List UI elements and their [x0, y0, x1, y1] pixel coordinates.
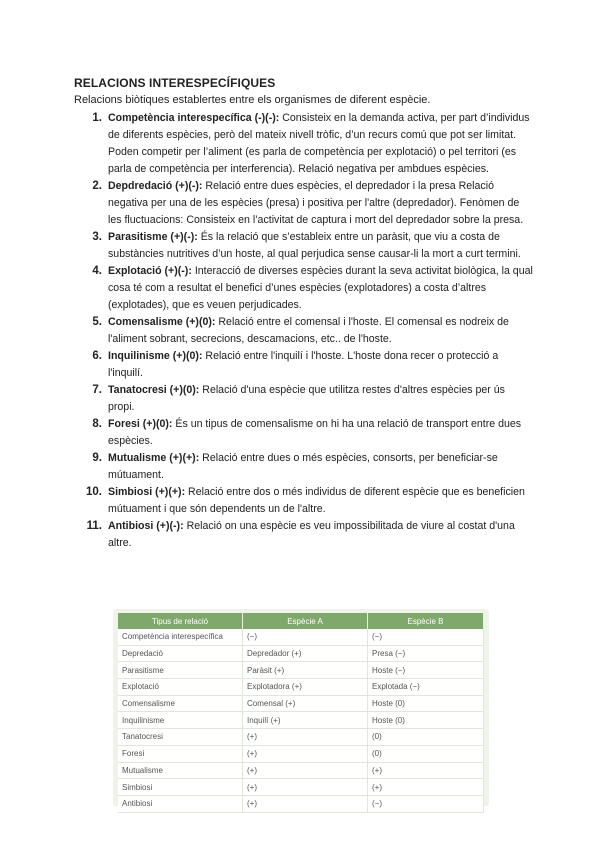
table-row: [118, 662, 484, 679]
list-item: [74, 314, 534, 348]
table-row: [118, 779, 484, 796]
table-cell: Presa (−): [368, 645, 484, 662]
table-cell: Competència interespecífica: [118, 629, 243, 645]
list-item: [74, 178, 534, 229]
column-header: Espècie B: [368, 613, 484, 629]
table-cell: Tanatocresi: [118, 729, 243, 746]
table-cell: Hoste (−): [368, 662, 484, 679]
table-cell: Hoste (0): [368, 712, 484, 729]
table-cell: (−): [368, 629, 484, 645]
item-text: Relació entre dues o més espècies, consorts, per beneficiar-se mútuament.: [108, 452, 498, 481]
table-cell: (−): [368, 795, 484, 812]
item-text: Relació d'una espècie que utilitza restes d'altres espècies per ús propi.: [108, 384, 505, 413]
table-cell: Foresi: [118, 745, 243, 762]
table-cell: Inquilí (+): [243, 712, 368, 729]
item-term: Competència interespecífica (-)(-):: [108, 112, 280, 124]
intro-text: Relacions biòtiques establertes entre els organismes de diferent espècie.: [74, 94, 431, 106]
table-cell: Antibiosi: [118, 795, 243, 812]
item-number: 8.: [92, 418, 102, 430]
item-text: Relació entre dos o més individus de diferent espècie que es beneficien mútuament i que són dependents un de l'altre.: [108, 486, 525, 515]
item-text: Interacció de diverses espècies durant la seva activitat biològica, la qual cosa té com a resultat el benefici d’unes espècies (explotadores) a costa d’altres (explotades), que es veuen perjudicades.: [108, 265, 533, 311]
table-row: [118, 695, 484, 712]
table-cell: (+): [243, 762, 368, 779]
table-cell: (+): [243, 745, 368, 762]
item-term: Tanatocresi (+)(0):: [108, 384, 200, 396]
table-cell: (−): [243, 629, 368, 645]
item-number: 2.: [92, 180, 102, 192]
item-number: 9.: [92, 452, 102, 464]
table-row: [118, 679, 484, 696]
table-row: [118, 729, 484, 746]
table-cell: Mutualisme: [118, 762, 243, 779]
item-text: Relació entre l'inquilí i l'hoste. L'hoste dona recer o protecció a l'inquilí.: [108, 350, 499, 379]
item-number: 7.: [92, 384, 102, 396]
item-term: Simbiosi (+)(+):: [108, 486, 186, 498]
table-row: [118, 762, 484, 779]
relations-table-panel: [113, 609, 489, 809]
table-cell: (0): [368, 745, 484, 762]
list-item: [74, 484, 534, 518]
table-cell: Hoste (0): [368, 695, 484, 712]
table-cell: Explotadora (+): [243, 679, 368, 696]
list-item: [74, 229, 534, 263]
list-item: [74, 416, 534, 450]
list-item: [74, 110, 534, 178]
table-row: [118, 712, 484, 729]
item-term: Parasitisme (+)(-):: [108, 231, 198, 243]
table-cell: Simbiosi: [118, 779, 243, 796]
table-cell: Inquilinisme: [118, 712, 243, 729]
table-cell: Comensal (+): [243, 695, 368, 712]
table-cell: (+): [243, 795, 368, 812]
item-number: 6.: [92, 350, 102, 362]
list-item: [74, 450, 534, 484]
item-number: 10.: [86, 486, 102, 498]
item-text: Relació entre dues espècies, el depredador i la presa Relació negativa per una de les espècies (presa) i positiva per l'altre (depredador). Fenòmen de les fluctuacions: Consisteix en l’activitat de captura i mort del depredador sobre la presa.: [108, 180, 524, 226]
column-header: Espècie A: [243, 613, 368, 629]
table-cell: Explotada (−): [368, 679, 484, 696]
table-cell: (+): [368, 762, 484, 779]
item-term: Comensalisme (+)(0):: [108, 316, 216, 328]
item-term: Depdredació (+)(-):: [108, 180, 203, 192]
table-cell: Paràsit (+): [243, 662, 368, 679]
list-item: [74, 348, 534, 382]
item-number: 11.: [86, 520, 102, 532]
table-row: [118, 645, 484, 662]
relations-table: [118, 613, 484, 813]
item-text: És un tipus de comensalisme on hi ha una relació de transport entre dues espècies.: [108, 418, 522, 447]
page-title: RELACIONS INTERESPECÍFIQUES: [74, 76, 276, 90]
item-term: Foresi (+)(0):: [108, 418, 173, 430]
item-number: 3.: [92, 231, 102, 243]
item-term: Mutualisme (+)(+):: [108, 452, 200, 464]
table-cell: Explotació: [118, 679, 243, 696]
list-item: [74, 382, 534, 416]
item-number: 4.: [92, 265, 102, 277]
item-number: 1.: [92, 112, 102, 124]
column-header: Tipus de relació: [118, 613, 243, 629]
table-header-row: [118, 613, 484, 629]
list-item: [74, 263, 534, 314]
item-term: Inquilinisme (+)(0):: [108, 350, 203, 362]
table-cell: Depredador (+): [243, 645, 368, 662]
item-text: Relació on una espècie es veu impossibilitada de viure al costat d'una altre.: [108, 520, 515, 549]
table-cell: (+): [368, 779, 484, 796]
table-cell: Depredació: [118, 645, 243, 662]
table-cell: (+): [243, 779, 368, 796]
table-cell: Parasitisme: [118, 662, 243, 679]
list-item: [74, 518, 534, 552]
table-row: [118, 745, 484, 762]
item-text: És la relació que s’estableix entre un paràsit, que viu a costa de substàncies nutritives d’un hoste, al qual perjudica sense causar-li la mort a curt termini.: [108, 231, 521, 260]
item-term: Antibiosi (+)(-):: [108, 520, 184, 532]
table-cell: Comensalisme: [118, 695, 243, 712]
item-number: 5.: [92, 316, 102, 328]
item-text: Consisteix en la demanda activa, per part d’individus de diferents espècies, però del mateix nivell tròfic, d’un recurs comú que pot ser limitat. Poden competir per l’aliment (es parla de competència per explotació) o pel territori (es parla de competència per interferencia). Relació negativa per ambdues espècies.: [108, 112, 530, 175]
relations-list: [74, 110, 534, 552]
table-row: [118, 795, 484, 812]
table-row: [118, 629, 484, 645]
item-term: Explotació (+)(-):: [108, 265, 192, 277]
item-text: Relació entre el comensal i l'hoste. El comensal es nodreix de l'aliment sobrant, secrecions, descamacions, etc.. de l'hoste.: [108, 316, 509, 345]
table-cell: (0): [368, 729, 484, 746]
table-cell: (+): [243, 729, 368, 746]
